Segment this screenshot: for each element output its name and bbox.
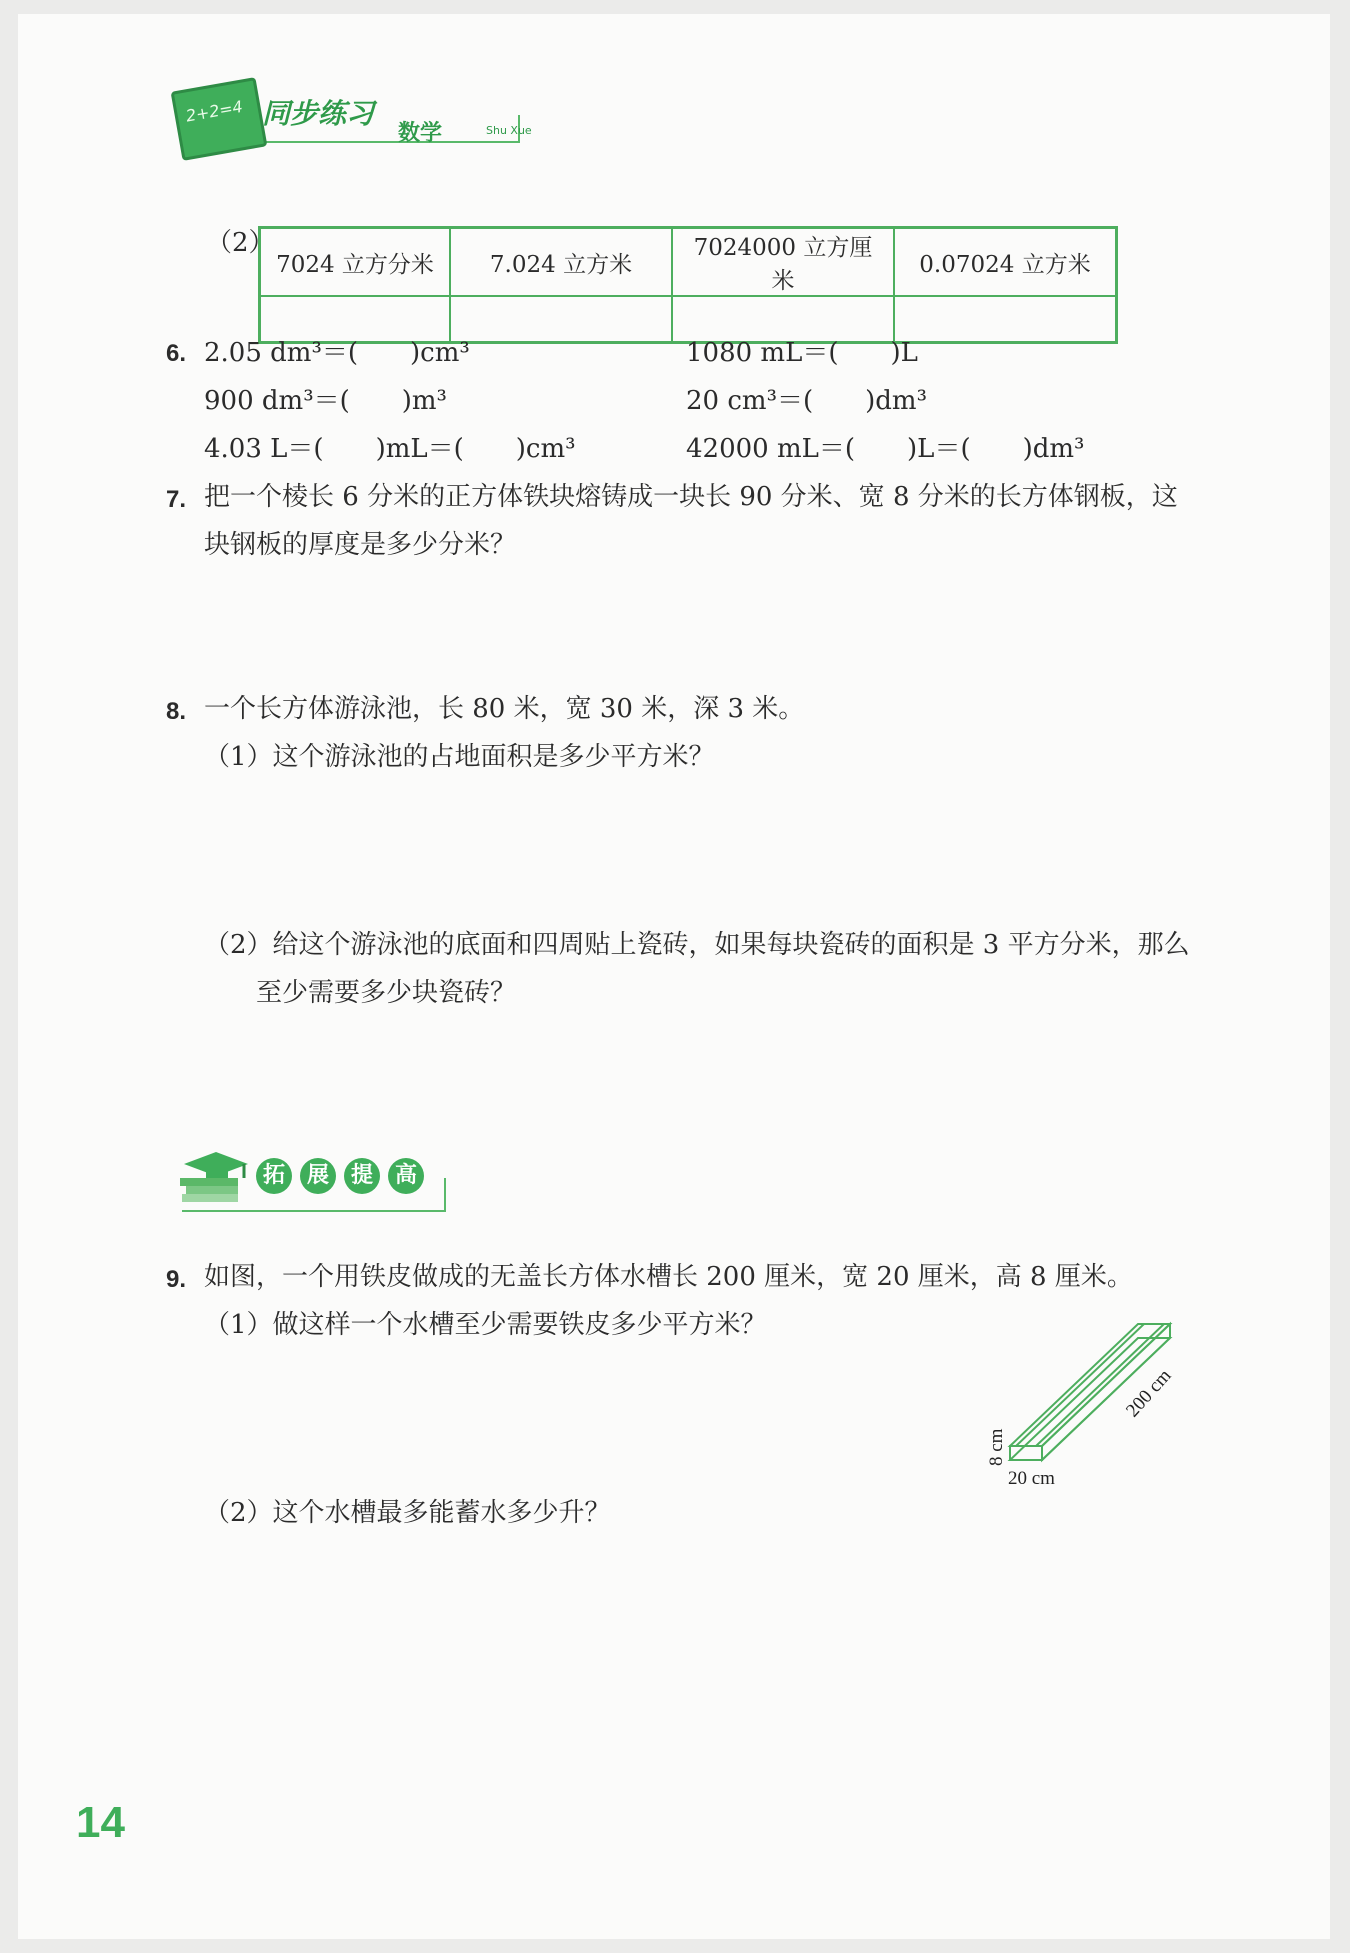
table-row: [260, 228, 1117, 297]
q6-item: 20 cm³＝( )dm³: [686, 386, 927, 416]
chalkboard-icon: [171, 77, 268, 161]
answer-cell[interactable]: [450, 296, 672, 343]
q6-item: 1080 mL＝( )L: [686, 338, 918, 368]
table-label: （2）: [206, 228, 275, 258]
page-number: 14: [76, 1798, 125, 1847]
volume-table: [258, 226, 1118, 344]
q8-sub1: （1）这个游泳池的占地面积是多少平方米？: [204, 742, 715, 772]
answer-cell[interactable]: [894, 296, 1117, 343]
q6-item: 900 dm³＝( )m³: [204, 386, 447, 416]
table-cell: 0.07024 立方米: [894, 228, 1117, 297]
table-cell: 7024 立方分米: [260, 228, 451, 297]
extension-char: 展: [300, 1158, 336, 1194]
q8-stem: 一个长方体游泳池，长 80 米，宽 30 米，深 3 米。: [204, 694, 805, 724]
q6-item: 42000 mL＝( )L＝( )dm³: [686, 434, 1085, 464]
question-number: 6.: [166, 340, 187, 367]
q9-sub2: （2）这个水槽最多能蓄水多少升？: [204, 1498, 611, 1528]
table-cell: 7024000 立方厘米: [672, 228, 894, 297]
q9-stem: 如图，一个用铁皮做成的无盖长方体水槽长 200 厘米，宽 20 厘米，高 8 厘米。: [204, 1262, 1133, 1292]
q6-item: 2.05 dm³＝( )cm³: [204, 338, 470, 368]
height-label: 8 cm: [986, 1428, 1007, 1466]
q9-sub1: （1）做这样一个水槽至少需要铁皮多少平方米？: [204, 1310, 767, 1340]
question-number: 9.: [166, 1266, 187, 1293]
q6-item: 4.03 L＝( )mL＝( )cm³: [204, 434, 576, 464]
table-cell: 7.024 立方米: [450, 228, 672, 297]
extension-char: 高: [388, 1158, 424, 1194]
question-number: 7.: [166, 486, 187, 513]
length-label: 200 cm: [1122, 1365, 1176, 1422]
question-number: 8.: [166, 698, 187, 725]
width-label: 20 cm: [1008, 1468, 1055, 1489]
q8-sub2: （2）给这个游泳池的底面和四周贴上瓷砖，如果每块瓷砖的面积是 3 平方分米，那么: [204, 930, 1190, 960]
graduation-cap-icon: [176, 1146, 256, 1216]
subject-pinyin: Shu Xue: [486, 124, 532, 137]
q8-sub2: 至少需要多少块瓷砖？: [256, 978, 517, 1008]
extension-char: 提: [344, 1158, 380, 1194]
extension-char: 拓: [256, 1158, 292, 1194]
subject-label: 数学: [398, 121, 443, 146]
section-title: 同步练习: [262, 97, 375, 130]
q7-text: 块钢板的厚度是多少分米？: [204, 530, 517, 560]
q7-text: 把一个棱长 6 分米的正方体铁块熔铸成一块长 90 分米、宽 8 分米的长方体钢板，这: [204, 482, 1178, 512]
chalkboard-text: 2+2=4: [184, 96, 245, 126]
water-trough-figure: [980, 1310, 1180, 1500]
